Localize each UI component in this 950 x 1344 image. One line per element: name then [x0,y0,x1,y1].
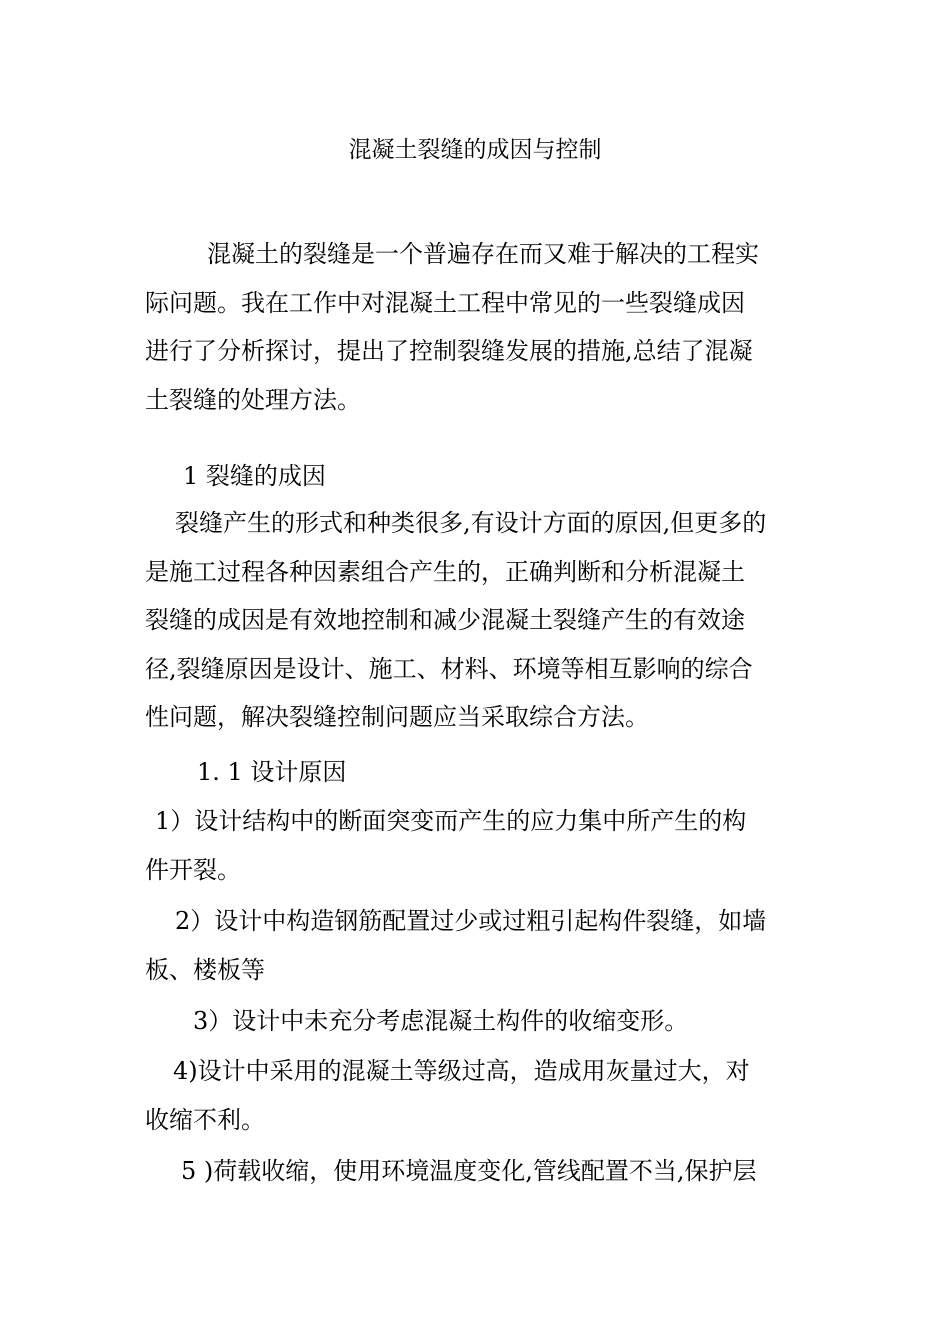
design-item-3 [145,997,807,1046]
design-item-1 [145,797,807,894]
intro-line-2: 际问题。我在工作中对混凝土工程中常见的一些裂缝成因 [145,288,745,317]
section-1-line-1: 裂缝产生的形式和种类很多,有设计方面的原因,但更多的 [175,509,767,537]
section-1-line-5: 性问题，解决裂缝控制问题应当采取综合方法。 [145,703,649,731]
design-item-4 [145,1047,807,1144]
intro-line-4: 土裂缝的处理方法。 [145,385,361,414]
section-1-line-3: 裂缝的成因是有效地控制和减少混凝土裂缝产生的有效途 [145,606,745,634]
document-title: 混凝土裂缝的成因与控制 [348,137,602,163]
section-1-heading-text: 1 裂缝的成因 [183,462,326,490]
design-item-3-line-1: 3）设计中未充分考虑混凝土构件的收缩变形。 [193,1007,689,1035]
design-item-2-line-1: 2）设计中构造钢筋配置过少或过粗引起构件裂缝，如墙 [175,907,767,935]
design-item-1-line-1: 1）设计结构中的断面突变而产生的应力集中所产生的构 [155,807,747,835]
section-1-line-4: 径,裂缝原因是设计、施工、材料、环境等相互影响的综合 [145,654,753,683]
section-1-heading [145,452,807,501]
section-1-1-heading-text: 1. 1 设计原因 [197,758,347,786]
intro-paragraph [145,230,807,424]
design-item-2-line-2: 板、楼板等 [145,955,265,984]
intro-line-3: 进行了分析探讨，提出了控制裂缝发展的措施,总结了混凝 [145,337,753,365]
section-1-1-heading [145,748,807,797]
design-item-4-line-1: 4)设计中采用的混凝土等级过高，造成用灰量过大，对 [173,1057,750,1085]
design-item-2 [145,897,807,994]
section-1-body [145,499,807,742]
design-item-1-line-2: 件开裂。 [145,855,241,884]
design-item-5 [145,1147,807,1196]
intro-line-1: 混凝土的裂缝是一个普遍存在而又难于解决的工程实 [207,240,759,268]
design-item-4-line-2: 收缩不利。 [145,1105,265,1134]
design-item-5-line-1: 5 )荷载收缩，使用环境温度变化,管线配置不当,保护层 [181,1157,757,1185]
section-1-line-2: 是施工过程各种因素组合产生的，正确判断和分析混凝土 [145,557,745,586]
